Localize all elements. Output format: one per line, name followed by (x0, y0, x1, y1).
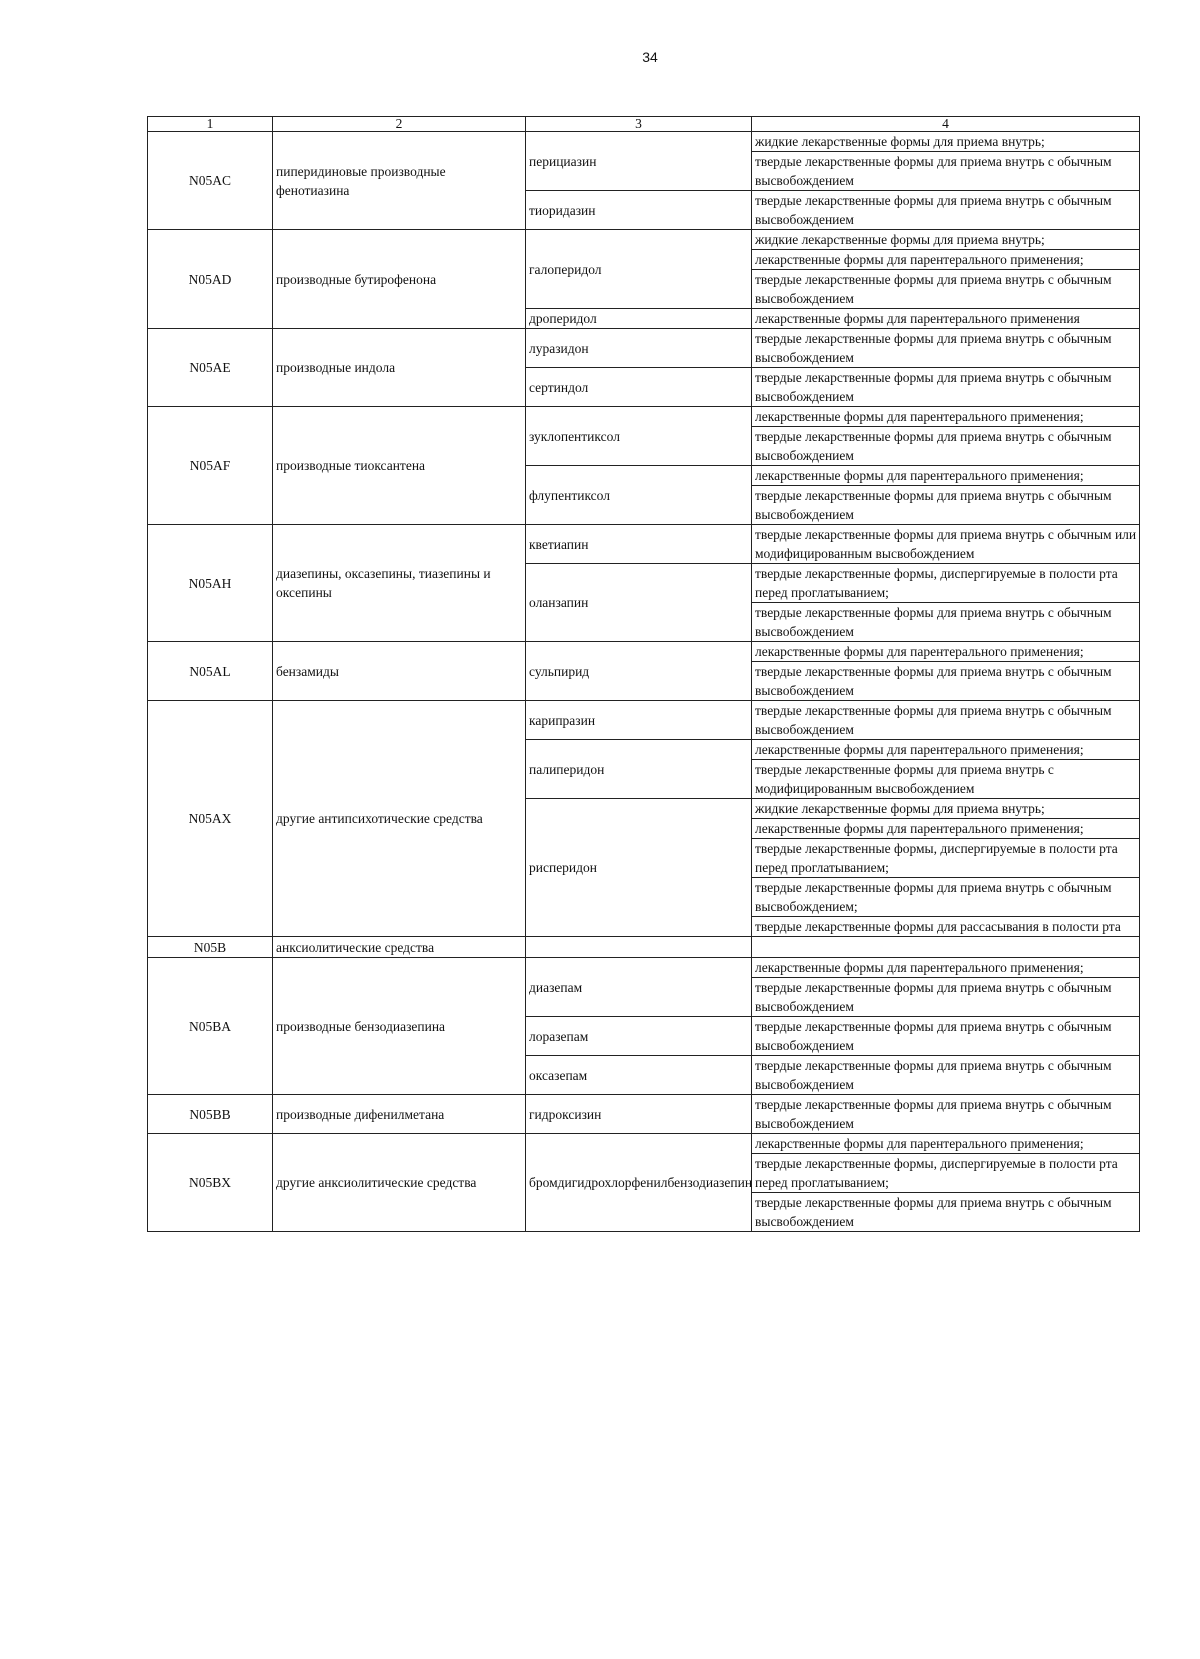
atc-code: N05AL (148, 642, 273, 701)
dosage-form: твердые лекарственные формы для приема внутрь с обычным высвобождением (752, 427, 1140, 466)
drug-name: луразидон (526, 329, 752, 368)
dosage-form: твердые лекарственные формы для приема внутрь с обычным высвобождением (752, 486, 1140, 525)
dosage-form: твердые лекарственные формы для приема внутрь с обычным высвобождением (752, 662, 1140, 701)
group-name: другие анксиолитические средства (273, 1134, 526, 1232)
dosage-form: твердые лекарственные формы, диспергируемые в полости рта перед проглатыванием; (752, 1154, 1140, 1193)
table-row (148, 1134, 1140, 1154)
drug-name: галоперидол (526, 230, 752, 309)
dosage-form: лекарственные формы для парентерального применения; (752, 407, 1140, 427)
table-row (148, 1095, 1140, 1134)
group-name: производные тиоксантена (273, 407, 526, 525)
dosage-form: твердые лекарственные формы для рассасывания в полости рта (752, 917, 1140, 937)
header-row (148, 117, 1140, 132)
dosage-form: твердые лекарственные формы для приема внутрь с обычным высвобождением (752, 270, 1140, 309)
dosage-form: лекарственные формы для парентерального применения; (752, 642, 1140, 662)
dosage-form: лекарственные формы для парентерального применения; (752, 740, 1140, 760)
group-name: диазепины, оксазепины, тиазепины и оксепины (273, 525, 526, 642)
drug-name: диазепам (526, 958, 752, 1017)
atc-code: N05BA (148, 958, 273, 1095)
dosage-form: твердые лекарственные формы для приема внутрь с обычным высвобождением (752, 701, 1140, 740)
table-row (148, 132, 1140, 152)
dosage-form: твердые лекарственные формы, диспергируемые в полости рта перед проглатыванием; (752, 564, 1140, 603)
dosage-form: лекарственные формы для парентерального применения (752, 309, 1140, 329)
dosage-form: твердые лекарственные формы для приема внутрь с обычным высвобождением (752, 603, 1140, 642)
drug-name: бромдигидрохлорфенилбензодиазепин (526, 1134, 752, 1232)
drug-name: перициазин (526, 132, 752, 191)
header-col-2: 2 (273, 117, 526, 132)
group-name: бензамиды (273, 642, 526, 701)
atc-code: N05AC (148, 132, 273, 230)
atc-code: N05AF (148, 407, 273, 525)
dosage-form: твердые лекарственные формы для приема внутрь с модифицированным высвобождением (752, 760, 1140, 799)
dosage-form: твердые лекарственные формы для приема внутрь с обычным высвобождением (752, 152, 1140, 191)
drug-name: лоразепам (526, 1017, 752, 1056)
dosage-form: твердые лекарственные формы для приема внутрь с обычным или модифицированным высвобождением (752, 525, 1140, 564)
drug-name: сертиндол (526, 368, 752, 407)
atc-code: N05BB (148, 1095, 273, 1134)
table-row (148, 230, 1140, 250)
dosage-form: твердые лекарственные формы для приема внутрь с обычным высвобождением; (752, 878, 1140, 917)
drug-name: флупентиксол (526, 466, 752, 525)
drug-name (526, 937, 752, 958)
atc-code: N05AD (148, 230, 273, 329)
drug-name: зуклопентиксол (526, 407, 752, 466)
dosage-form: твердые лекарственные формы, диспергируемые в полости рта перед проглатыванием; (752, 839, 1140, 878)
group-name: производные бутирофенона (273, 230, 526, 329)
dosage-form: жидкие лекарственные формы для приема внутрь; (752, 132, 1140, 152)
header-col-1: 1 (148, 117, 273, 132)
drug-name: карипразин (526, 701, 752, 740)
group-name: анксиолитические средства (273, 937, 526, 958)
dosage-form: твердые лекарственные формы для приема внутрь с обычным высвобождением (752, 978, 1140, 1017)
table-row (148, 407, 1140, 427)
dosage-form: твердые лекарственные формы для приема внутрь с обычным высвобождением (752, 191, 1140, 230)
drug-name: рисперидон (526, 799, 752, 937)
drug-name: гидроксизин (526, 1095, 752, 1134)
drug-name: кветиапин (526, 525, 752, 564)
group-name: производные бензодиазепина (273, 958, 526, 1095)
dosage-form: лекарственные формы для парентерального применения; (752, 819, 1140, 839)
table-row (148, 329, 1140, 368)
dosage-form: лекарственные формы для парентерального применения; (752, 1134, 1140, 1154)
table-row (148, 937, 1140, 958)
table-row (148, 642, 1140, 662)
drug-name: тиоридазин (526, 191, 752, 230)
header-col-4: 4 (752, 117, 1140, 132)
dosage-form: твердые лекарственные формы для приема внутрь с обычным высвобождением (752, 1193, 1140, 1232)
drug-name: оксазепам (526, 1056, 752, 1095)
dosage-form: лекарственные формы для парентерального применения; (752, 466, 1140, 486)
atc-code: N05B (148, 937, 273, 958)
dosage-form: твердые лекарственные формы для приема внутрь с обычным высвобождением (752, 1056, 1140, 1095)
atc-code: N05AX (148, 701, 273, 937)
group-name: производные дифенилметана (273, 1095, 526, 1134)
group-name: пиперидиновые производные фенотиазина (273, 132, 526, 230)
table-row (148, 525, 1140, 564)
atc-code: N05AE (148, 329, 273, 407)
drug-name: сульпирид (526, 642, 752, 701)
dosage-form: лекарственные формы для парентерального применения; (752, 958, 1140, 978)
page-number: 34 (642, 49, 658, 65)
dosage-form: лекарственные формы для парентерального применения; (752, 250, 1140, 270)
dosage-form: твердые лекарственные формы для приема внутрь с обычным высвобождением (752, 329, 1140, 368)
dosage-form: твердые лекарственные формы для приема внутрь с обычным высвобождением (752, 1095, 1140, 1134)
dosage-form: жидкие лекарственные формы для приема внутрь; (752, 799, 1140, 819)
table-row (148, 701, 1140, 740)
drug-name: дроперидол (526, 309, 752, 329)
table-body (148, 132, 1140, 1232)
drug-name: оланзапин (526, 564, 752, 642)
dosage-form: жидкие лекарственные формы для приема внутрь; (752, 230, 1140, 250)
table-row (148, 958, 1140, 978)
drug-name: палиперидон (526, 740, 752, 799)
group-name: производные индола (273, 329, 526, 407)
header-col-3: 3 (526, 117, 752, 132)
dosage-form (752, 937, 1140, 958)
drug-table (147, 116, 1140, 1232)
group-name: другие антипсихотические средства (273, 701, 526, 937)
atc-code: N05AH (148, 525, 273, 642)
dosage-form: твердые лекарственные формы для приема внутрь с обычным высвобождением (752, 368, 1140, 407)
dosage-form: твердые лекарственные формы для приема внутрь с обычным высвобождением (752, 1017, 1140, 1056)
atc-code: N05BX (148, 1134, 273, 1232)
